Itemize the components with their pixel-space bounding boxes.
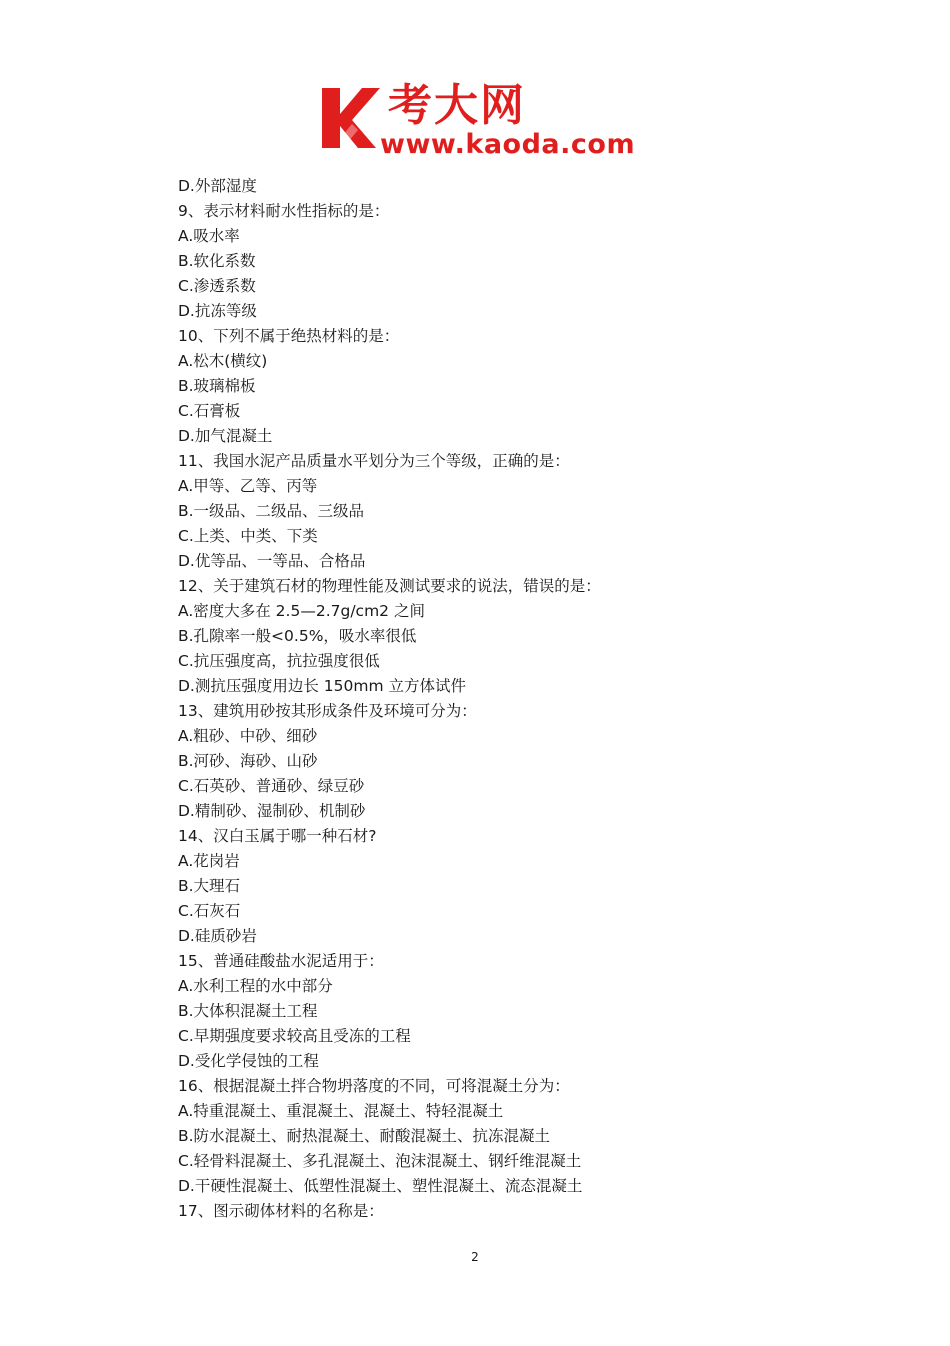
option-line: C.早期强度要求较高且受冻的工程 — [178, 1027, 411, 1045]
option-line: C.石英砂、普通砂、绿豆砂 — [178, 777, 365, 795]
question-16: 16、根据混凝土拌合物坍落度的不同，可将混凝土分为： — [178, 1077, 570, 1095]
option-line: C.渗透系数 — [178, 277, 256, 295]
option-line: C.石灰石 — [178, 902, 241, 920]
page-number: 2 — [471, 1250, 479, 1264]
question-list — [178, 174, 858, 1224]
logo-url-text: www.kaoda.com — [380, 129, 636, 160]
option-line: A.特重混凝土、重混凝土、混凝土、特轻混凝土 — [178, 1102, 504, 1120]
option-line: C.抗压强度高，抗拉强度很低 — [178, 652, 380, 670]
option-line: B.孔隙率一般<0.5%，吸水率很低 — [178, 627, 417, 645]
option-line: A.松木(横纹) — [178, 352, 268, 370]
question-15: 15、普通硅酸盐水泥适用于： — [178, 952, 384, 970]
option-line: C.轻骨料混凝土、多孔混凝土、泡沫混凝土、钢纤维混凝土 — [178, 1152, 582, 1170]
option-line: A.密度大多在 2.5—2.7g/cm2 之间 — [178, 602, 425, 620]
option-line: D.精制砂、湿制砂、机制砂 — [178, 802, 366, 820]
option-line: A.水利工程的水中部分 — [178, 977, 333, 995]
question-9: 9、表示材料耐水性指标的是： — [178, 202, 390, 220]
text-line: D.外部湿度 — [178, 177, 257, 195]
question-10: 10、下列不属于绝热材料的是： — [178, 327, 400, 345]
option-line: A.花岗岩 — [178, 852, 240, 870]
option-line: D.抗冻等级 — [178, 302, 257, 320]
option-line: D.受化学侵蚀的工程 — [178, 1052, 319, 1070]
option-line: D.干硬性混凝土、低塑性混凝土、塑性混凝土、流态混凝土 — [178, 1177, 583, 1195]
question-13: 13、建筑用砂按其形成条件及环境可分为： — [178, 702, 477, 720]
option-line: B.大理石 — [178, 877, 241, 895]
option-line: B.防水混凝土、耐热混凝土、耐酸混凝土、抗冻混凝土 — [178, 1127, 551, 1145]
option-line: C.上类、中类、下类 — [178, 527, 318, 545]
option-line: A.粗砂、中砂、细砂 — [178, 727, 318, 745]
option-line: D.硅质砂岩 — [178, 927, 257, 945]
option-line: B.河砂、海砂、山砂 — [178, 752, 318, 770]
question-12: 12、关于建筑石材的物理性能及测试要求的说法，错误的是： — [178, 577, 601, 595]
kaoda-logo — [318, 80, 638, 160]
option-line: B.玻璃棉板 — [178, 377, 256, 395]
option-line: A.吸水率 — [178, 227, 240, 245]
option-line: A.甲等、乙等、丙等 — [178, 477, 318, 495]
question-11: 11、我国水泥产品质量水平划分为三个等级，正确的是： — [178, 452, 570, 470]
option-line: B.大体积混凝土工程 — [178, 1002, 318, 1020]
question-14: 14、汉白玉属于哪一种石材? — [178, 827, 377, 845]
option-line: C.石膏板 — [178, 402, 241, 420]
option-line: D.优等品、一等品、合格品 — [178, 552, 366, 570]
k-logo-icon — [318, 84, 382, 152]
option-line: B.一级品、二级品、三级品 — [178, 502, 365, 520]
option-line: B.软化系数 — [178, 252, 256, 270]
option-line: D.测抗压强度用边长 150mm 立方体试件 — [178, 677, 466, 695]
question-17: 17、图示砌体材料的名称是： — [178, 1202, 384, 1220]
logo-brand-text: 考大网 — [388, 80, 526, 131]
option-line: D.加气混凝土 — [178, 427, 273, 445]
